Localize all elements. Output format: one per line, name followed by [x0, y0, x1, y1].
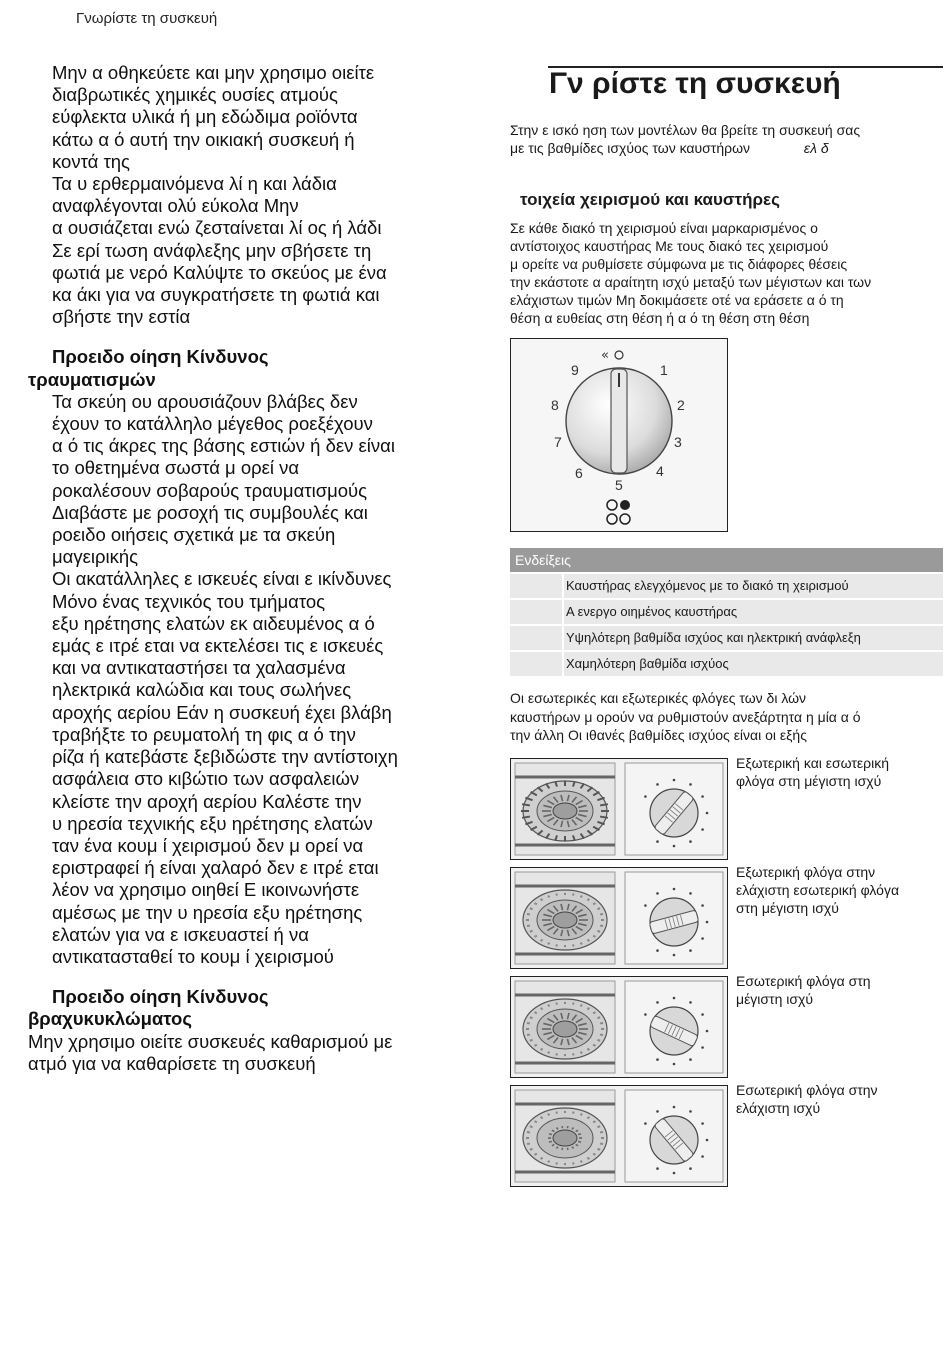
- scale-dot: [644, 1122, 647, 1125]
- text-line: Σε κάθε διακό τη χειρισμού είναι μαρκαρισμένος ο: [510, 220, 818, 236]
- text-line: υ ηρεσία τεχνικής εξυ ηρέτησης ελατών: [52, 812, 373, 834]
- text-line: Μόνο ένας τεχνικός του τμήματος: [52, 590, 326, 612]
- outer-flame: [597, 908, 600, 909]
- knob-number-6: 6: [575, 465, 583, 481]
- text-line: εμάς ε ιτρέ εται να εκτελέσει τις ε ισκευές: [52, 635, 384, 657]
- section-title: τοιχεία χειρισμού και καυστήρες: [520, 190, 780, 209]
- flame-paragraph: [510, 689, 945, 745]
- outer-flame: [587, 1158, 589, 1160]
- outer-flame: [581, 1114, 582, 1116]
- scale-dot: [644, 1013, 647, 1016]
- warning-heading-line1: Προειδο οίηση Κίνδυνος: [52, 346, 269, 368]
- inner-flame: [578, 1134, 581, 1135]
- outer-flame: [593, 1045, 595, 1046]
- scale-dot: [689, 1167, 692, 1170]
- outer-flame: [556, 894, 557, 896]
- text-line: ροκαλέσουν σοβαρούς τραυματισμούς: [52, 479, 368, 501]
- text-line: α ουσιάζεται ενώ ζεσταίνεται λί ος ή λάδι: [52, 217, 382, 239]
- scale-dot: [673, 1172, 676, 1175]
- outer-flame: [548, 943, 549, 945]
- outer-flame: [541, 940, 543, 942]
- outer-flame: [587, 1117, 589, 1119]
- outer-flame: [541, 1117, 543, 1119]
- left-column: [28, 62, 463, 1075]
- caption-line: ελάχιστη εσωτερική φλόγα: [736, 882, 900, 898]
- flame-figure: [510, 758, 728, 860]
- outer-flame: [597, 931, 600, 932]
- text-line: Τα σκεύη ου αρουσιάζουν βλάβες δεν: [52, 390, 358, 412]
- caption-line: Εξωτερική φλόγα στην: [736, 864, 876, 880]
- text-line: κα άκι για να συγκρατήσετε τη φωτιά και: [52, 284, 380, 306]
- caption-line: Εσωτερική φλόγα στη: [736, 973, 871, 989]
- page-reference: ελ δ: [803, 139, 829, 156]
- burner-position-icon: [607, 500, 630, 524]
- knob-number-7: 7: [554, 434, 562, 450]
- warning-heading-short-circuit: [28, 986, 463, 1030]
- flame-caption: [736, 754, 941, 790]
- text-line: ασφάλεια στο κιβώτιο των ασφαλειών: [52, 768, 360, 790]
- warning-heading-line2: τραυματισμών: [28, 368, 156, 390]
- outer-flame: [530, 1017, 533, 1018]
- scale-dot: [706, 921, 709, 924]
- text-line: το οθετημένα σωστά μ ορεί να: [52, 457, 300, 479]
- knob-number-3: 3: [674, 434, 682, 450]
- outer-flame: [597, 1017, 600, 1018]
- outer-flame: [535, 1121, 537, 1122]
- warning-heading-line2: βραχυκυκλώματος: [28, 1008, 192, 1030]
- outer-flame: [535, 1154, 537, 1155]
- outer-flame: [522, 804, 530, 805]
- outer-flame: [522, 817, 530, 818]
- control-knob-illustration: [511, 339, 727, 531]
- inner-flame: [549, 1134, 552, 1135]
- knob-number-1: 1: [660, 362, 668, 378]
- flame-figure: [510, 867, 728, 969]
- text-line: Τα υ ερθερμαινόμενα λί η και λάδια: [52, 173, 337, 195]
- scale-dot: [701, 828, 704, 831]
- outer-flame: [556, 944, 557, 946]
- caption-line: Εξωτερική και εσωτερική: [736, 755, 890, 771]
- flame-figure: [510, 976, 728, 1078]
- text-line: αναφλέγονται ολύ εύκολα Μην: [52, 195, 299, 217]
- text-line: την άλλη Οι ιθανές βαθμίδες ισχύος είναι οι εξής: [510, 727, 807, 743]
- control-knob-figure: [510, 338, 728, 532]
- outer-flame: [535, 936, 537, 937]
- text-line: τραβήξτε το ρευματολή τη φις α ό την: [52, 723, 356, 745]
- outer-flame: [535, 903, 537, 904]
- legend-text: Α ενεργο οιημένος καυστήρας: [564, 600, 943, 624]
- inner-flame: [567, 1148, 568, 1150]
- warning-heading-line1: Προειδο οίηση Κίνδυνος: [52, 986, 269, 1008]
- text-line: εριστραφεί ή είναι χαλαρό δεν ε ιτρέ εται: [52, 857, 379, 879]
- outer-flame: [587, 940, 589, 942]
- text-line: διαβρωτικές χημικές ουσίες ατμούς: [52, 84, 338, 106]
- outer-flame: [593, 1012, 595, 1013]
- legend-symbol-cell: [510, 652, 562, 676]
- outer-flame: [530, 931, 533, 932]
- outer-flame: [535, 1012, 537, 1013]
- outer-flame: [581, 943, 582, 945]
- outer-flame: [556, 1003, 557, 1005]
- scale-dot: [689, 1058, 692, 1061]
- burner-cap: [553, 1021, 577, 1037]
- scale-dot: [644, 795, 647, 798]
- inner-flame: [567, 1126, 568, 1128]
- text-line: ατμό για να καθαρίσετε τη συσκευή: [28, 1052, 316, 1074]
- scale-dot: [701, 904, 704, 907]
- outer-flame: [587, 899, 589, 901]
- scale-dot: [706, 1139, 709, 1142]
- scale-dot: [689, 1110, 692, 1113]
- outer-flame: [573, 1162, 574, 1164]
- scale-dot: [673, 888, 676, 891]
- outer-flame: [573, 1053, 574, 1055]
- text-line: Οι εσωτερικές και εξωτερικές φλόγες των δι λών: [510, 690, 807, 706]
- scale-dot: [673, 779, 676, 782]
- caption-line: στη μέγιστη ισχύ: [736, 900, 839, 916]
- outer-flame: [597, 1040, 600, 1041]
- text-line: την εκάστοτε α αραίτητη ισχύ μεταξύ των μέγιστων και των: [510, 274, 872, 290]
- section-paragraph: [510, 219, 945, 327]
- scale-dot: [701, 1122, 704, 1125]
- scale-dot: [706, 1030, 709, 1033]
- text-line: ρίζα ή κατεβάστε ξεβιδώστε την αντίστοιχη: [52, 746, 398, 768]
- outer-flame: [556, 1162, 557, 1164]
- text-line: καυστήρων μ ορούν να ρυθμιστούν ανεξάρτητα η μία α ό: [510, 708, 861, 725]
- outer-flame: [530, 1126, 533, 1127]
- legend-text: Καυστήρας ελεγχόμενος με το διακό τη χειρισμού: [564, 574, 943, 598]
- outer-flame: [541, 1049, 543, 1051]
- burner-illustration: [511, 759, 727, 859]
- knob-number-5: 5: [615, 477, 623, 493]
- text-line: εξυ ηρέτησης ελατών εκ αιδευμένος α ό: [52, 612, 375, 634]
- outer-flame: [593, 1121, 595, 1122]
- text-line: Μην α οθηκεύετε και μην χρησιμο οιείτε: [52, 62, 375, 83]
- scale-dot: [673, 997, 676, 1000]
- legend-symbol-cell: [510, 574, 562, 598]
- legend-symbol-cell: [510, 600, 562, 624]
- outer-flame: [587, 1049, 589, 1051]
- scale-dot: [689, 949, 692, 952]
- text-line: Διαβάστε με ροσοχή τις συμβουλές και: [52, 501, 368, 523]
- knob-number-8: 8: [551, 397, 559, 413]
- text-line: κοντά της: [52, 150, 130, 172]
- text-line: θέση α ευθείας στη θέση ή α ό τη θέση στη θέση: [510, 310, 810, 326]
- burner-cap: [553, 1130, 577, 1146]
- text-line: Μην χρησιμο οιείτε συσκευές καθαρισμού με: [28, 1030, 393, 1052]
- flame-caption: [736, 863, 941, 917]
- outer-flame: [573, 1003, 574, 1005]
- legend-row: [510, 652, 943, 676]
- scale-dot: [656, 949, 659, 952]
- outer-flame: [581, 1005, 582, 1007]
- flame-caption: [736, 1081, 941, 1117]
- text-line: αντικατασταθεί το κουμ ί χειρισμού: [52, 945, 334, 967]
- text-line: ελατών για να ε ισκευαστεί ή να: [52, 923, 309, 945]
- scale-dot: [656, 1058, 659, 1061]
- inner-flame: [578, 1141, 581, 1142]
- text-line: αμέσως με την υ ηρεσία εξυ ηρέτησης: [52, 901, 363, 923]
- flame-figure: [510, 1085, 728, 1187]
- text-line: σβήστε την εστία: [52, 306, 191, 328]
- scale-dot: [706, 812, 709, 815]
- burner-illustration: [511, 977, 727, 1077]
- outer-flame: [600, 804, 608, 805]
- scale-dot: [656, 1110, 659, 1113]
- text-line: ηλεκτρικά καλώδια και τους σωλήνες: [52, 679, 352, 701]
- text-line: Οι ακατάλληλες ε ισκευές είναι ε ικίνδυνες: [52, 568, 392, 590]
- outer-flame: [573, 894, 574, 896]
- intro-line: Στην ε ισκό ηση των μοντέλων θα βρείτε τη συσκευή σας: [510, 122, 861, 138]
- text-line: ροειδο οιήσεις σχετικά με τα σκεύη: [52, 524, 336, 546]
- inner-flame: [549, 1141, 552, 1142]
- scale-dot: [701, 795, 704, 798]
- outer-flame: [573, 1112, 574, 1114]
- text-line: μ ορείτε να ρυθμίσετε σύμφωνα με τις διάφορες θέσεις: [510, 256, 848, 272]
- legend-row: [510, 574, 943, 598]
- warning-heading-injury: [28, 346, 463, 390]
- scale-dot: [689, 783, 692, 786]
- scale-dot: [701, 1013, 704, 1016]
- text-line: κάτω α ό αυτή την οικιακή συσκευή ή: [52, 128, 355, 150]
- scale-dot: [656, 1001, 659, 1004]
- outer-flame: [573, 944, 574, 946]
- off-position-icon: [615, 351, 623, 359]
- scale-dot: [689, 892, 692, 895]
- outer-flame: [535, 1045, 537, 1046]
- outer-flame: [581, 896, 582, 898]
- caption-line: φλόγα στη μέγιστη ισχύ: [736, 773, 882, 789]
- outer-flame: [581, 1161, 582, 1163]
- outer-flame: [541, 1158, 543, 1160]
- outer-flame: [541, 1008, 543, 1010]
- outer-flame: [548, 896, 549, 898]
- outer-flame: [530, 908, 533, 909]
- scale-dot: [644, 904, 647, 907]
- outer-flame: [593, 903, 595, 904]
- text-line: α ό τις άκρες της βάσης εστιών ή δεν είναι: [52, 435, 395, 457]
- text-line: και να αντικαταστήσει τα χαλασμένα: [52, 657, 346, 679]
- outer-flame: [587, 1008, 589, 1010]
- scale-dot: [701, 1046, 704, 1049]
- scale-dot: [673, 1106, 676, 1109]
- text-line: λέον να χρησιμο οιηθεί Ε ικοινωνήστε: [52, 879, 360, 901]
- outer-flame: [597, 1126, 600, 1127]
- text-line: κλείστε την αροχή αερίου Καλέστε την: [52, 790, 362, 812]
- text-line: αντίστοιχος καυστήρας Με τους διακό τες χειρισμού: [510, 238, 829, 254]
- outer-flame: [530, 1040, 533, 1041]
- off-position-icon: «: [601, 348, 609, 363]
- knob-number-4: 4: [656, 463, 664, 479]
- burner-cap: [553, 912, 577, 928]
- caption-line: ελάχιστη ισχύ: [736, 1100, 821, 1116]
- scale-dot: [701, 1155, 704, 1158]
- legend-text: Υψηλότερη βαθμίδα ισχύος και ηλεκτρική ανάφλεξη: [564, 626, 943, 650]
- text-line: έχουν το κατάλληλο μέγεθος ροεξέχουν: [52, 413, 373, 435]
- legend-header: Ενδείξεις: [510, 548, 943, 572]
- scale-dot: [656, 892, 659, 895]
- flame-caption: [736, 972, 941, 1008]
- legend-symbol-cell: [510, 626, 562, 650]
- outer-flame: [548, 1052, 549, 1054]
- outer-flame: [548, 1114, 549, 1116]
- text-line: φωτιά με νερό Καλύψτε το σκεύος με ένα: [52, 261, 387, 283]
- scale-dot: [656, 1167, 659, 1170]
- text-line: εύφλεκτα υλικά ή μη εδώδιμα ροϊόντα: [52, 106, 358, 128]
- scale-dot: [689, 840, 692, 843]
- inner-flame: [562, 1148, 563, 1150]
- caption-line: Εσωτερική φλόγα στην: [736, 1082, 878, 1098]
- text-line: ταν ένα κουμ ί χειρισμού δεν μ ορεί να: [52, 834, 364, 856]
- scale-dot: [656, 783, 659, 786]
- outer-flame: [556, 1053, 557, 1055]
- scale-dot: [673, 845, 676, 848]
- outer-flame: [597, 1149, 600, 1150]
- caption-line: μέγιστη ισχύ: [736, 991, 814, 1007]
- outer-flame: [548, 1161, 549, 1163]
- running-header: Γνωρίστε τη συσκευή: [76, 10, 218, 27]
- text-line: Σε ερί τωση ανάφλεξης μην σβήσετε τη: [52, 239, 372, 261]
- scale-dot: [701, 937, 704, 940]
- text-line: αροχής αερίου Εάν η συσκευή έχει βλάβη: [52, 701, 392, 723]
- outer-flame: [541, 899, 543, 901]
- intro-line: με τις βαθμίδες ισχύος των καυστήρων: [510, 139, 751, 156]
- scale-dot: [673, 954, 676, 957]
- legend-row: [510, 600, 943, 624]
- burner-cap: [553, 803, 577, 819]
- burner-illustration: [511, 868, 727, 968]
- scale-dot: [673, 1063, 676, 1066]
- burner-illustration: [511, 1086, 727, 1186]
- outer-flame: [600, 817, 608, 818]
- legend-table: [510, 548, 943, 676]
- outer-flame: [593, 936, 595, 937]
- knob-number-9: 9: [571, 362, 579, 378]
- outer-flame: [548, 1005, 549, 1007]
- text-line: μαγειρικής: [52, 546, 139, 568]
- outer-flame: [530, 1149, 533, 1150]
- scale-dot: [689, 1001, 692, 1004]
- outer-flame: [556, 1112, 557, 1114]
- page-title: Γν ρίστε τη συσκευή: [549, 67, 841, 100]
- text-line: ελάχιστων τιμών Μη δοκιμάσετε οτέ να εράσετε α ό τη: [510, 292, 844, 308]
- inner-flame: [562, 1126, 563, 1128]
- scale-dot: [656, 840, 659, 843]
- legend-row: [510, 626, 943, 650]
- outer-flame: [593, 1154, 595, 1155]
- legend-text: Χαμηλότερη βαθμίδα ισχύος: [564, 652, 943, 676]
- knob-number-2: 2: [677, 397, 685, 413]
- outer-flame: [581, 1052, 582, 1054]
- intro-paragraph: [510, 122, 945, 157]
